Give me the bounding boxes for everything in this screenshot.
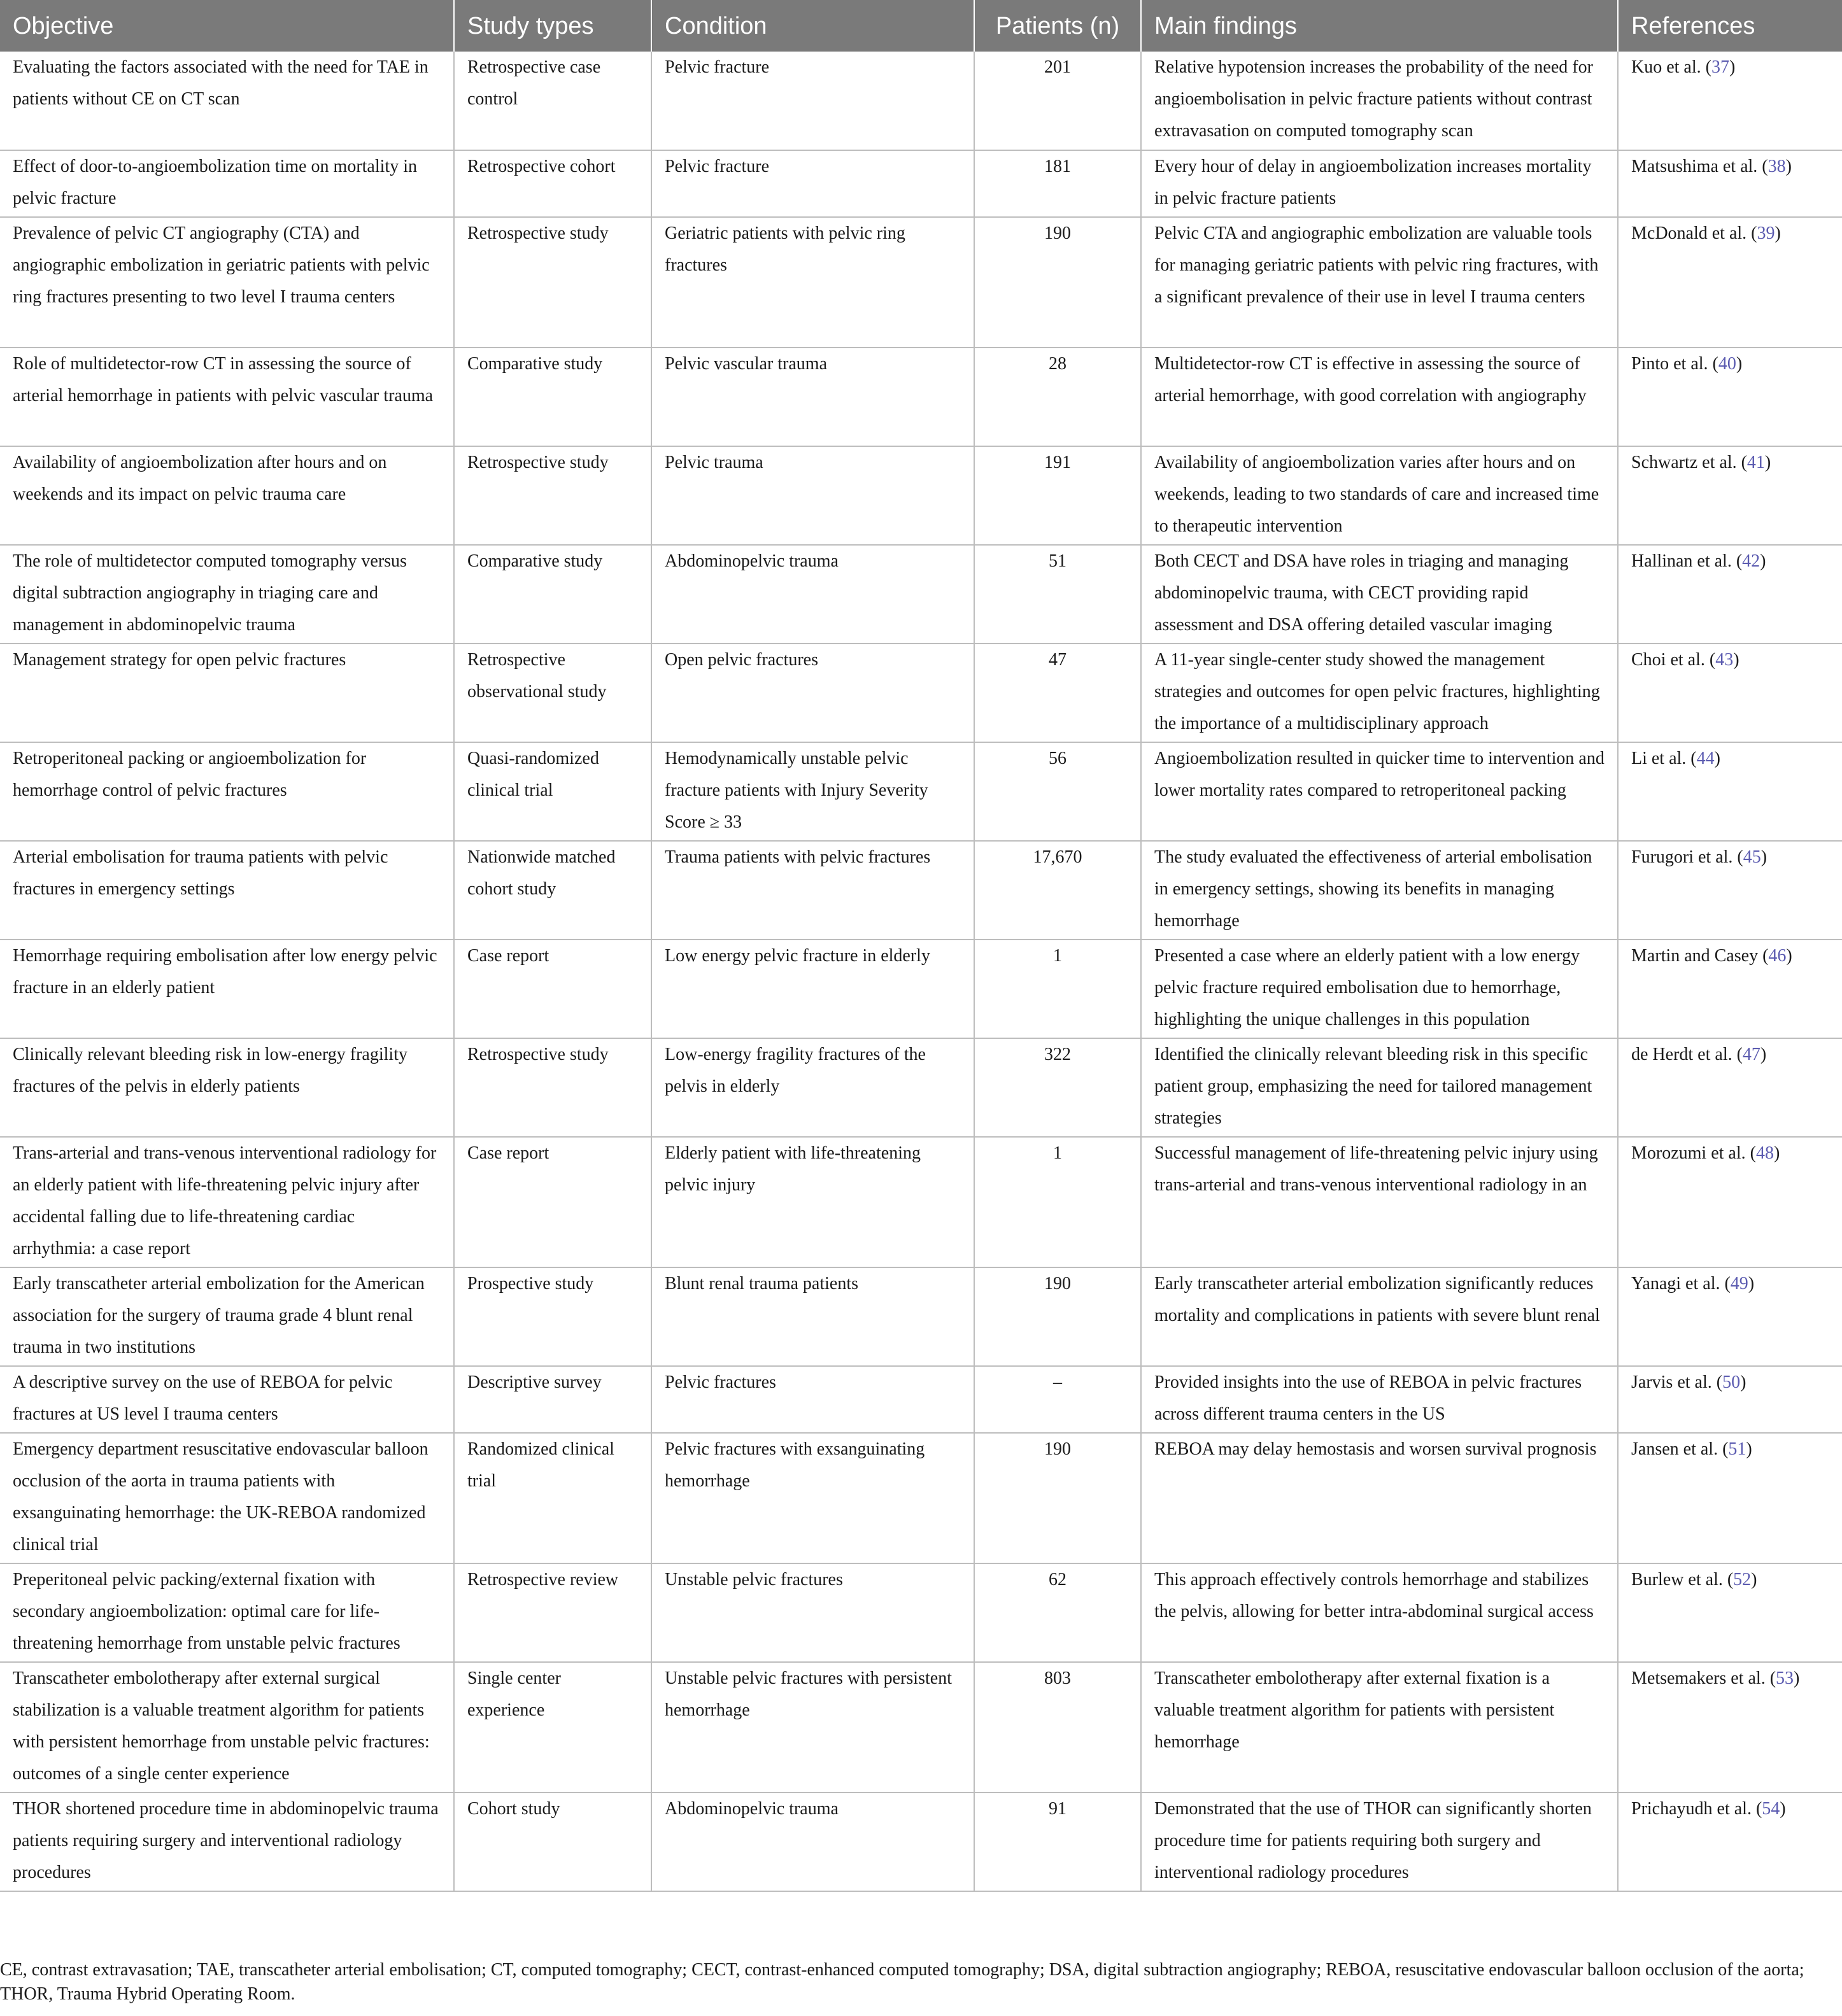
cell-patients: 62: [974, 1563, 1141, 1662]
reference-number-link[interactable]: 38: [1768, 157, 1786, 176]
cell-condition: Open pelvic fractures: [651, 644, 974, 742]
cell-study-type: Descriptive survey: [454, 1366, 651, 1433]
cell-reference: [1618, 940, 1842, 1038]
cell-patients: 190: [974, 1267, 1141, 1366]
reference-author: Matsushima et al. (: [1631, 157, 1768, 176]
reference-number-link[interactable]: 51: [1728, 1439, 1746, 1459]
reference-author: Burlew et al. (: [1631, 1570, 1734, 1590]
table-row: [0, 1563, 1842, 1662]
reference-author: Furugori et al. (: [1631, 847, 1743, 867]
table-row: [0, 545, 1842, 644]
table-row: [0, 1038, 1842, 1137]
cell-reference: [1618, 644, 1842, 742]
reference-author: Choi et al. (: [1631, 650, 1716, 670]
cell-objective: Clinically relevant bleeding risk in low-energy fragility fractures of the pelvis in elderly patients: [0, 1038, 454, 1137]
reference-author: Schwartz et al. (: [1631, 453, 1747, 472]
reference-close-paren: ): [1733, 650, 1739, 670]
cell-patients: 190: [974, 217, 1141, 348]
cell-patients: 28: [974, 348, 1141, 446]
reference-author: McDonald et al. (: [1631, 223, 1757, 243]
cell-study-type: Prospective study: [454, 1267, 651, 1366]
cell-study-type: Retrospective cohort: [454, 150, 651, 217]
table-row: [0, 150, 1842, 217]
table-body: [0, 52, 1842, 1891]
cell-condition: Abdominopelvic trauma: [651, 545, 974, 644]
reference-author: Li et al. (: [1631, 749, 1697, 768]
cell-study-type: Case report: [454, 940, 651, 1038]
cell-objective: Emergency department resuscitative endovascular balloon occlusion of the aorta in trauma patients with exsanguinating hemorrhage: the UK-REBOA randomized clinical trial: [0, 1433, 454, 1563]
header-patients: Patients (n): [974, 0, 1141, 52]
cell-patients: 201: [974, 52, 1141, 150]
cell-study-type: Quasi-randomized clinical trial: [454, 742, 651, 841]
reference-number-link[interactable]: 47: [1742, 1045, 1761, 1064]
table-row: [0, 940, 1842, 1038]
cell-main-findings: Transcatheter embolotherapy after external fixation is a valuable treatment algorithm for patients with persistent hemorrhage: [1141, 1662, 1618, 1793]
cell-main-findings: Demonstrated that the use of THOR can significantly shorten procedure time for patients requiring both surgery and interventional radiology procedures: [1141, 1793, 1618, 1891]
table-row: [0, 348, 1842, 446]
cell-objective: Arterial embolisation for trauma patients with pelvic fractures in emergency settings: [0, 841, 454, 940]
reference-author: Prichayudh et al. (: [1631, 1799, 1762, 1819]
cell-objective: Retroperitoneal packing or angioembolization for hemorrhage control of pelvic fractures: [0, 742, 454, 841]
cell-patients: 191: [974, 446, 1141, 545]
header-study-types: Study types: [454, 0, 651, 52]
cell-study-type: Retrospective study: [454, 446, 651, 545]
reference-number-link[interactable]: 42: [1742, 551, 1761, 571]
table-row: [0, 1793, 1842, 1891]
cell-patients: 91: [974, 1793, 1141, 1891]
cell-condition: Pelvic trauma: [651, 446, 974, 545]
cell-study-type: Comparative study: [454, 545, 651, 644]
reference-author: Kuo et al. (: [1631, 57, 1711, 77]
reference-close-paren: ): [1761, 847, 1768, 867]
cell-main-findings: Pelvic CTA and angiographic embolization are valuable tools for managing geriatric patients with pelvic ring fractures, with a significant prevalence of their use in level I trauma centers: [1141, 217, 1618, 348]
cell-objective: Effect of door-to-angioembolization time on mortality in pelvic fracture: [0, 150, 454, 217]
cell-condition: Elderly patient with life-threatening pelvic injury: [651, 1137, 974, 1267]
reference-close-paren: ): [1786, 946, 1792, 966]
cell-main-findings: REBOA may delay hemostasis and worsen survival prognosis: [1141, 1433, 1618, 1563]
cell-main-findings: Early transcatheter arterial embolization significantly reduces mortality and complications in patients with severe blunt renal: [1141, 1267, 1618, 1366]
reference-author: Pinto et al. (: [1631, 354, 1718, 374]
reference-number-link[interactable]: 40: [1718, 354, 1736, 374]
cell-reference: [1618, 545, 1842, 644]
reference-number-link[interactable]: 52: [1733, 1570, 1752, 1590]
cell-objective: THOR shortened procedure time in abdominopelvic trauma patients requiring surgery and interventional radiology procedures: [0, 1793, 454, 1891]
cell-condition: Abdominopelvic trauma: [651, 1793, 974, 1891]
cell-study-type: Retrospective observational study: [454, 644, 651, 742]
cell-patients: 322: [974, 1038, 1141, 1137]
table-row: [0, 742, 1842, 841]
table-row: [0, 1662, 1842, 1793]
cell-reference: [1618, 446, 1842, 545]
cell-patients: 1: [974, 940, 1141, 1038]
reference-close-paren: ): [1751, 1570, 1757, 1590]
cell-condition: Pelvic fractures with exsanguinating hemorrhage: [651, 1433, 974, 1563]
reference-close-paren: ): [1773, 1143, 1780, 1163]
cell-reference: [1618, 150, 1842, 217]
cell-objective: Role of multidetector-row CT in assessing the source of arterial hemorrhage in patients with pelvic vascular trauma: [0, 348, 454, 446]
reference-close-paren: ): [1736, 354, 1743, 374]
reference-author: Morozumi et al. (: [1631, 1143, 1756, 1163]
cell-condition: Low energy pelvic fracture in elderly: [651, 940, 974, 1038]
header-references: References: [1618, 0, 1842, 52]
header-main-findings: Main findings: [1141, 0, 1618, 52]
cell-patients: –: [974, 1366, 1141, 1433]
cell-reference: [1618, 841, 1842, 940]
cell-condition: Geriatric patients with pelvic ring fractures: [651, 217, 974, 348]
table-row: [0, 446, 1842, 545]
reference-author: Jansen et al. (: [1631, 1439, 1729, 1459]
cell-study-type: Cohort study: [454, 1793, 651, 1891]
table-row: [0, 644, 1842, 742]
reference-close-paren: ): [1760, 551, 1766, 571]
cell-study-type: Nationwide matched cohort study: [454, 841, 651, 940]
cell-patients: 803: [974, 1662, 1141, 1793]
table-row: [0, 1267, 1842, 1366]
cell-main-findings: The study evaluated the effectiveness of arterial embolisation in emergency settings, showing its benefits in managing hemorrhage: [1141, 841, 1618, 940]
table-row: [0, 1433, 1842, 1563]
cell-reference: [1618, 1267, 1842, 1366]
cell-condition: Unstable pelvic fractures with persistent hemorrhage: [651, 1662, 974, 1793]
cell-study-type: Retrospective study: [454, 217, 651, 348]
reference-author: Jarvis et al. (: [1631, 1372, 1723, 1392]
table-row: [0, 1137, 1842, 1267]
cell-main-findings: Identified the clinically relevant bleeding risk in this specific patient group, emphasizing the need for tailored management strategies: [1141, 1038, 1618, 1137]
reference-number-link[interactable]: 44: [1696, 749, 1715, 768]
cell-main-findings: Angioembolization resulted in quicker time to intervention and lower mortality rates compared to retroperitoneal packing: [1141, 742, 1618, 841]
cell-patients: 17,670: [974, 841, 1141, 940]
cell-objective: Availability of angioembolization after hours and on weekends and its impact on pelvic trauma care: [0, 446, 454, 545]
cell-study-type: Single center experience: [454, 1662, 651, 1793]
cell-reference: [1618, 1662, 1842, 1793]
cell-study-type: Case report: [454, 1137, 651, 1267]
cell-reference: [1618, 1563, 1842, 1662]
reference-close-paren: ): [1764, 453, 1771, 472]
cell-patients: 190: [974, 1433, 1141, 1563]
cell-main-findings: Presented a case where an elderly patient with a low energy pelvic fracture required embolisation due to hemorrhage, highlighting the unique challenges in this population: [1141, 940, 1618, 1038]
cell-condition: Pelvic vascular trauma: [651, 348, 974, 446]
cell-reference: [1618, 1038, 1842, 1137]
reference-author: Yanagi et al. (: [1631, 1274, 1731, 1293]
cell-main-findings: Successful management of life-threatening pelvic injury using trans-arterial and trans-venous interventional radiology in an: [1141, 1137, 1618, 1267]
header-objective: Objective: [0, 0, 454, 52]
cell-condition: Pelvic fracture: [651, 150, 974, 217]
cell-main-findings: A 11-year single-center study showed the management strategies and outcomes for open pelvic fractures, highlighting the importance of a multidisciplinary approach: [1141, 644, 1618, 742]
cell-objective: Evaluating the factors associated with the need for TAE in patients without CE on CT scan: [0, 52, 454, 150]
cell-main-findings: Both CECT and DSA have roles in triaging and managing abdominopelvic trauma, with CECT providing rapid assessment and DSA offering detailed vascular imaging: [1141, 545, 1618, 644]
cell-reference: [1618, 348, 1842, 446]
cell-objective: Early transcatheter arterial embolization for the American association for the surgery of trauma grade 4 blunt renal trauma in two institutions: [0, 1267, 454, 1366]
reference-number-link[interactable]: 53: [1776, 1668, 1794, 1688]
reference-number-link[interactable]: 37: [1711, 57, 1729, 77]
cell-study-type: Randomized clinical trial: [454, 1433, 651, 1563]
reference-close-paren: ): [1746, 1439, 1752, 1459]
reference-author: de Herdt et al. (: [1631, 1045, 1743, 1064]
cell-condition: Trauma patients with pelvic fractures: [651, 841, 974, 940]
cell-main-findings: Relative hypotension increases the probability of the need for angioembolisation in pelvic fracture patients without contrast extravasation on computed tomography scan: [1141, 52, 1618, 150]
reference-close-paren: ): [1785, 157, 1792, 176]
cell-condition: Pelvic fracture: [651, 52, 974, 150]
reference-close-paren: ): [1740, 1372, 1746, 1392]
reference-close-paren: ): [1748, 1274, 1755, 1293]
reference-author: Metsemakers et al. (: [1631, 1668, 1776, 1688]
table-footnote: CE, contrast extravasation; TAE, transcatheter arterial embolisation; CT, computed tomography; CECT, contrast-enhanced computed tomography; DSA, digital subtraction angiography; REBOA, resuscitative endovascular balloon occlusion of the aorta; THOR, Trauma Hybrid Operating Room.: [0, 1960, 1804, 2004]
cell-reference: [1618, 217, 1842, 348]
cell-condition: Pelvic fractures: [651, 1366, 974, 1433]
reference-close-paren: ): [1780, 1799, 1786, 1819]
reference-close-paren: ): [1714, 749, 1720, 768]
table-row: [0, 52, 1842, 150]
reference-number-link[interactable]: 46: [1768, 946, 1787, 966]
cell-reference: [1618, 1793, 1842, 1891]
reference-author: Hallinan et al. (: [1631, 551, 1743, 571]
reference-number-link[interactable]: 45: [1743, 847, 1761, 867]
reference-number-link[interactable]: 49: [1730, 1274, 1748, 1293]
reference-number-link[interactable]: 50: [1722, 1372, 1741, 1392]
table-row: [0, 217, 1842, 348]
cell-objective: Transcatheter embolotherapy after external surgical stabilization is a valuable treatment algorithm for patients with persistent hemorrhage from unstable pelvic fractures: outcomes of a single center experience: [0, 1662, 454, 1793]
cell-study-type: Retrospective study: [454, 1038, 651, 1137]
reference-close-paren: ): [1794, 1668, 1800, 1688]
cell-patients: 181: [974, 150, 1141, 217]
cell-main-findings: Multidetector-row CT is effective in assessing the source of arterial hemorrhage, with good correlation with angiography: [1141, 348, 1618, 446]
cell-patients: 1: [974, 1137, 1141, 1267]
cell-main-findings: Provided insights into the use of REBOA in pelvic fractures across different trauma centers in the US: [1141, 1366, 1618, 1433]
reference-close-paren: ): [1729, 57, 1736, 77]
reference-number-link[interactable]: 54: [1762, 1799, 1780, 1819]
cell-objective: Management strategy for open pelvic fractures: [0, 644, 454, 742]
cell-main-findings: This approach effectively controls hemorrhage and stabilizes the pelvis, allowing for better intra-abdominal surgical access: [1141, 1563, 1618, 1662]
cell-study-type: Retrospective case control: [454, 52, 651, 150]
cell-condition: Hemodynamically unstable pelvic fracture patients with Injury Severity Score ≥ 33: [651, 742, 974, 841]
reference-author: Martin and Casey (: [1631, 946, 1769, 966]
cell-main-findings: Availability of angioembolization varies after hours and on weekends, leading to two standards of care and increased time to therapeutic intervention: [1141, 446, 1618, 545]
table-header-row: [0, 0, 1842, 52]
cell-objective: Hemorrhage requiring embolisation after low energy pelvic fracture in an elderly patient: [0, 940, 454, 1038]
cell-patients: 56: [974, 742, 1141, 841]
header-condition: Condition: [651, 0, 974, 52]
reference-number-link[interactable]: 43: [1715, 650, 1734, 670]
table-row: [0, 841, 1842, 940]
reference-number-link[interactable]: 48: [1755, 1143, 1774, 1163]
cell-reference: [1618, 742, 1842, 841]
cell-patients: 51: [974, 545, 1141, 644]
cell-study-type: Retrospective review: [454, 1563, 651, 1662]
cell-condition: Low-energy fragility fractures of the pelvis in elderly: [651, 1038, 974, 1137]
cell-reference: [1618, 1137, 1842, 1267]
cell-study-type: Comparative study: [454, 348, 651, 446]
cell-condition: Unstable pelvic fractures: [651, 1563, 974, 1662]
cell-reference: [1618, 52, 1842, 150]
cell-reference: [1618, 1433, 1842, 1563]
cell-main-findings: Every hour of delay in angioembolization increases mortality in pelvic fracture patients: [1141, 150, 1618, 217]
cell-objective: Preperitoneal pelvic packing/external fixation with secondary angioembolization: optimal care for life-threatening hemorrhage from unstable pelvic fractures: [0, 1563, 454, 1662]
reference-close-paren: ): [1775, 223, 1781, 243]
cell-objective: The role of multidetector computed tomography versus digital subtraction angiography in triaging care and management in abdominopelvic trauma: [0, 545, 454, 644]
cell-condition: Blunt renal trauma patients: [651, 1267, 974, 1366]
cell-patients: 47: [974, 644, 1141, 742]
reference-number-link[interactable]: 41: [1746, 453, 1765, 472]
reference-close-paren: ): [1760, 1045, 1767, 1064]
cell-objective: Trans-arterial and trans-venous interventional radiology for an elderly patient with life-threatening pelvic injury after accidental falling due to life-threatening cardiac arrhythmia: a case report: [0, 1137, 454, 1267]
cell-objective: A descriptive survey on the use of REBOA for pelvic fractures at US level I trauma centers: [0, 1366, 454, 1433]
table-row: [0, 1366, 1842, 1433]
cell-objective: Prevalence of pelvic CT angiography (CTA) and angiographic embolization in geriatric patients with pelvic ring fractures presenting to two level I trauma centers: [0, 217, 454, 348]
reference-number-link[interactable]: 39: [1757, 223, 1775, 243]
cell-reference: [1618, 1366, 1842, 1433]
